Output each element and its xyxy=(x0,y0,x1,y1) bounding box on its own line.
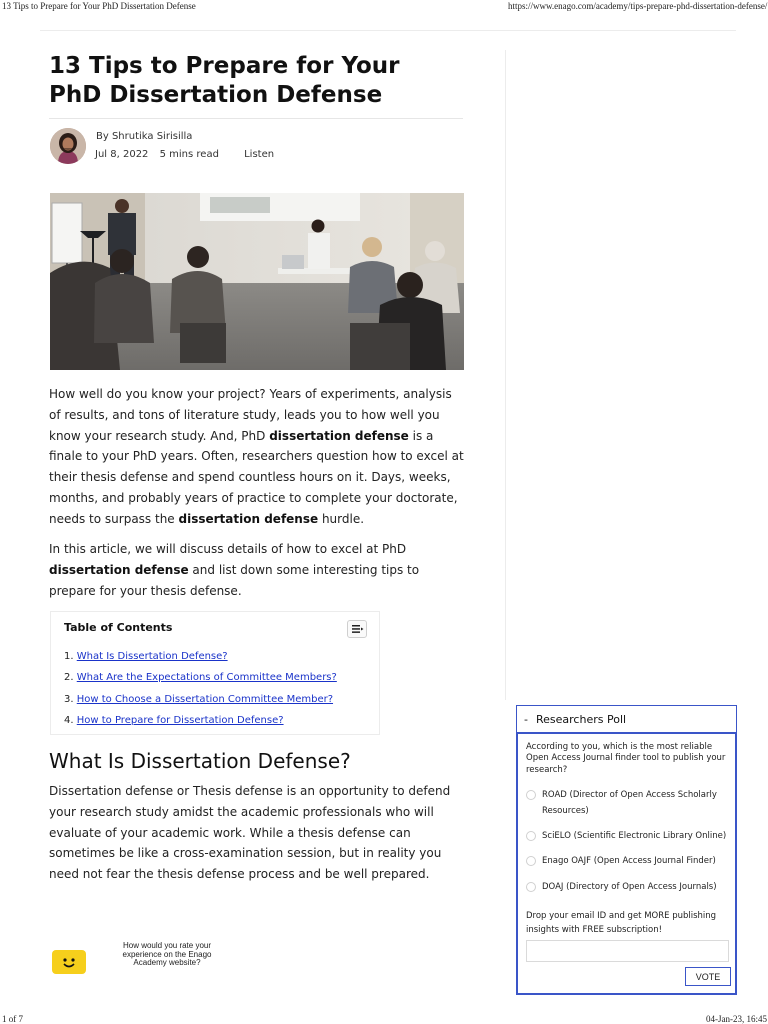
poll-option-label: Enago OAJF (Open Access Journal Finder) xyxy=(542,856,716,866)
print-footer xyxy=(0,1012,768,1024)
poll-option-label: ROAD (Director of Open Access Scholarly Resources) xyxy=(542,790,717,816)
author-avatar[interactable] xyxy=(50,128,86,164)
keyword-bold: dissertation defense xyxy=(269,428,409,443)
hero-image xyxy=(50,193,464,370)
hero-illustration xyxy=(50,193,464,370)
print-url: https://www.enago.com/academy/tips-prepare-phd-dissertation-defense/ xyxy=(508,1,768,11)
list-toggle-icon[interactable] xyxy=(347,620,367,638)
poll-body xyxy=(516,733,737,995)
author-photo xyxy=(50,128,86,164)
toc-title: Table of Contents xyxy=(64,621,173,634)
toc-item xyxy=(64,667,337,688)
poll-question: According to you, which is the most reliable Open Access Journal finder tool to publish your research? xyxy=(526,742,726,775)
toc-link[interactable]: What Are the Expectations of Committee Members? xyxy=(76,672,337,684)
read-time: 5 mins read xyxy=(159,149,219,160)
rating-prompt: How would you rate your experience on the Enago Academy website? xyxy=(122,941,212,967)
article-meta xyxy=(95,149,282,160)
radio-button[interactable] xyxy=(526,882,536,892)
sidebar-divider xyxy=(505,50,506,700)
listen-button[interactable]: Listen xyxy=(244,149,275,160)
table-of-contents xyxy=(50,611,380,735)
vote-button[interactable]: VOTE xyxy=(685,967,731,986)
keyword-bold: dissertation defense xyxy=(178,511,319,526)
smiley-face-glyph xyxy=(52,950,86,974)
author-byline[interactable]: By Shrutika Sirisilla xyxy=(96,131,193,142)
poll-option-label: SciELO (Scientific Electronic Library Online) xyxy=(542,831,727,841)
intro-paragraph xyxy=(49,384,467,530)
article-title: 13 Tips to Prepare for Your PhD Dissertation Defense xyxy=(49,53,400,108)
summary-text-1: In this article, we will discuss details of how to excel at PhD xyxy=(49,542,407,556)
collapse-icon[interactable]: - xyxy=(524,713,528,726)
toc-item xyxy=(64,689,337,710)
intro-text-3: hurdle. xyxy=(318,511,365,526)
section-heading: What Is Dissertation Defense? xyxy=(49,749,351,773)
top-divider xyxy=(40,30,736,31)
toc-link[interactable]: How to Choose a Dissertation Committee Member? xyxy=(76,693,334,705)
intro-text-1: How well do you know your project? Years of experiments, analysis of results, and tons of literature study, leads you to how well you know your research study. And, PhD xyxy=(49,387,452,443)
toc-list xyxy=(64,646,337,732)
toc-number: 2. xyxy=(64,672,74,684)
smiley-face-icon[interactable] xyxy=(52,950,86,974)
toc-item xyxy=(64,710,337,731)
researchers-poll xyxy=(516,705,737,995)
toc-number: 4. xyxy=(64,715,74,727)
publish-date: Jul 8, 2022 xyxy=(95,149,149,160)
intro-text-2: is a finale to your PhD years. Often, researchers question how to excel at their thesis defense and spend countless hours on it. Days, weeks, months, and probably years of practice to complete your doctorate, needs to surpass the xyxy=(49,428,464,526)
title-divider xyxy=(49,118,463,119)
poll-title: Researchers Poll xyxy=(536,713,627,726)
email-field[interactable] xyxy=(526,940,729,962)
radio-button[interactable] xyxy=(526,790,536,800)
toc-link[interactable]: What Is Dissertation Defense? xyxy=(76,651,228,662)
print-datetime: 04-Jan-23, 16:45 xyxy=(706,1014,767,1024)
print-header xyxy=(0,0,768,14)
article-summary-paragraph xyxy=(49,539,467,601)
keyword-bold: dissertation defense xyxy=(49,562,189,577)
radio-button[interactable] xyxy=(526,856,536,866)
print-tab-title: 13 Tips to Prepare for Your PhD Dissertation Defense xyxy=(2,1,196,11)
email-prompt: Drop your email ID and get MORE publishing insights with FREE subscription! xyxy=(526,911,717,935)
summary-text-2: and list down some interesting tips to prepare for your thesis defense. xyxy=(49,562,420,598)
radio-button[interactable] xyxy=(526,831,536,841)
toc-link[interactable]: How to Prepare for Dissertation Defense? xyxy=(76,715,284,727)
toc-number: 3. xyxy=(64,693,74,705)
poll-header[interactable] xyxy=(516,705,737,733)
toc-item xyxy=(64,646,337,667)
page-number: 1 of 7 xyxy=(2,1014,23,1024)
poll-option-label: DOAJ (Directory of Open Access Journals) xyxy=(542,882,717,892)
section-paragraph: Dissertation defense or Thesis defense is an opportunity to defend your research study amidst the academic professionals who will evaluate of your academic work. While a thesis defense can sometimes be like a cross-examination session, but in reality you need not fear the thesis defense process and be well prepared. xyxy=(49,784,451,882)
toc-number: 1. xyxy=(64,651,74,662)
list-toggle-glyph xyxy=(348,621,366,637)
